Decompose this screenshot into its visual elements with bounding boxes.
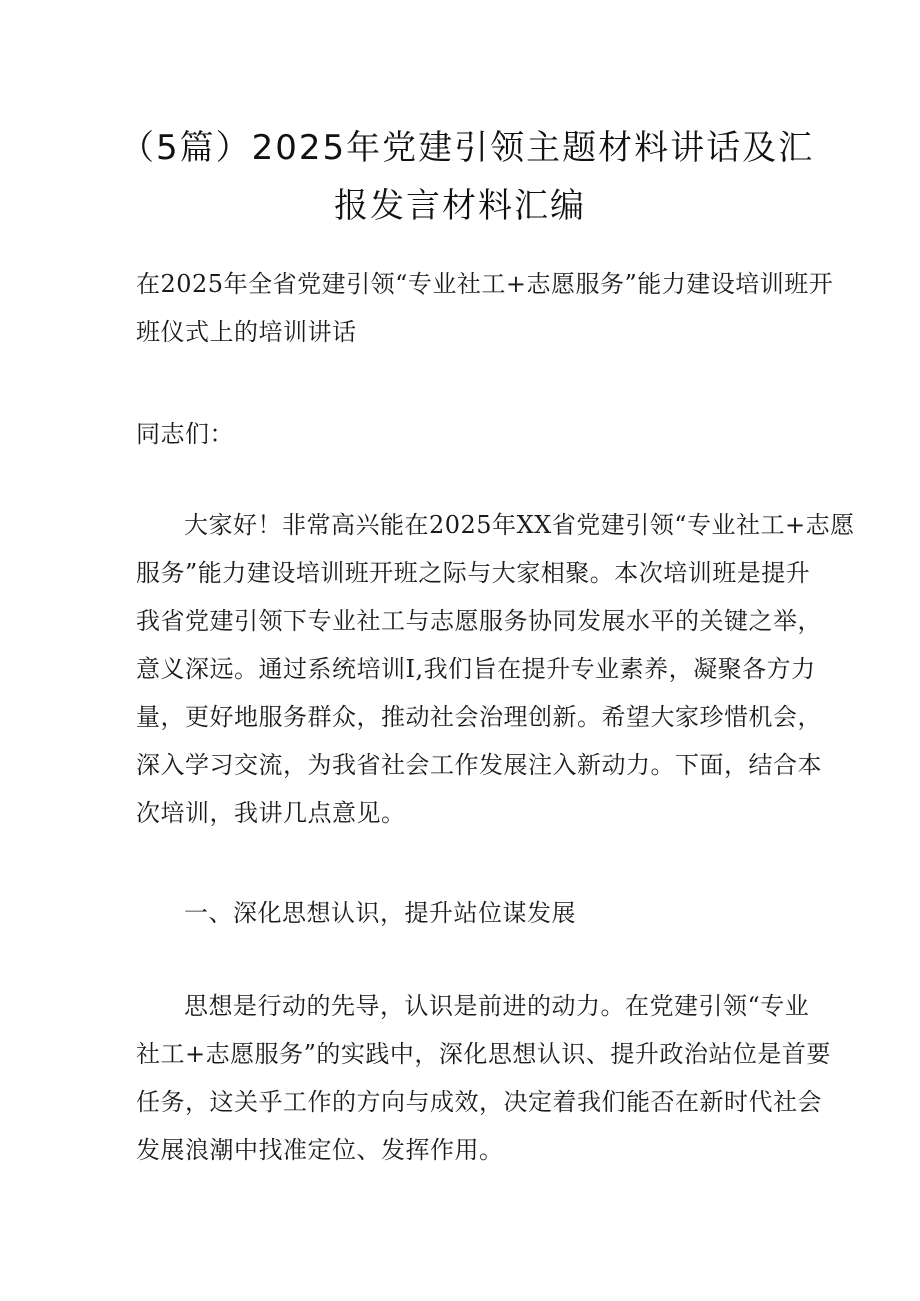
greeting: 同志们：	[136, 420, 234, 448]
paragraph-2-line: 社工+志愿服务”的实践中，深化思想认识、提升政治站位是首要	[136, 1040, 831, 1068]
paragraph-1-line: 服务”能力建设培训班开班之际与大家相聚。本次培训班是提升	[136, 559, 811, 587]
title-line-1: （5篇）2025年党建引领主题材料讲话及汇	[120, 128, 815, 168]
paragraph-1-line: 次培训，我讲几点意见。	[136, 799, 406, 827]
paragraph-1-line: 我省党建引领下专业社工与志愿服务协同发展水平的关键之举，	[136, 607, 822, 635]
subtitle-line-1: 在2025年全省党建引领“专业社工+志愿服务”能力建设培训班开	[136, 270, 834, 298]
paragraph-1-line: 大家好！非常高兴能在2025年XX省党建引领“专业社工+志愿	[184, 511, 855, 539]
title-line-2: 报发言材料汇编	[334, 186, 586, 226]
paragraph-2-line: 思想是行动的先导，认识是前进的动力。在党建引领“专业	[184, 992, 810, 1020]
paragraph-1-line: 意义深远。通过系统培训I,我们旨在提升专业素养，凝聚各方力	[136, 655, 816, 683]
subtitle-line-2: 班仪式上的培训讲话	[136, 318, 357, 346]
section-heading-1: 一、深化思想认识，提升站位谋发展	[184, 899, 576, 927]
paragraph-2-line: 发展浪潮中找准定位、发挥作用。	[136, 1136, 504, 1164]
paragraph-1-line: 量，更好地服务群众，推动社会治理创新。希望大家珍惜机会，	[136, 703, 822, 731]
paragraph-2-line: 任务，这关乎工作的方向与成效，决定着我们能否在新时代社会	[136, 1088, 822, 1116]
paragraph-1-line: 深入学习交流，为我省社会工作发展注入新动力。下面，结合本	[136, 751, 822, 779]
